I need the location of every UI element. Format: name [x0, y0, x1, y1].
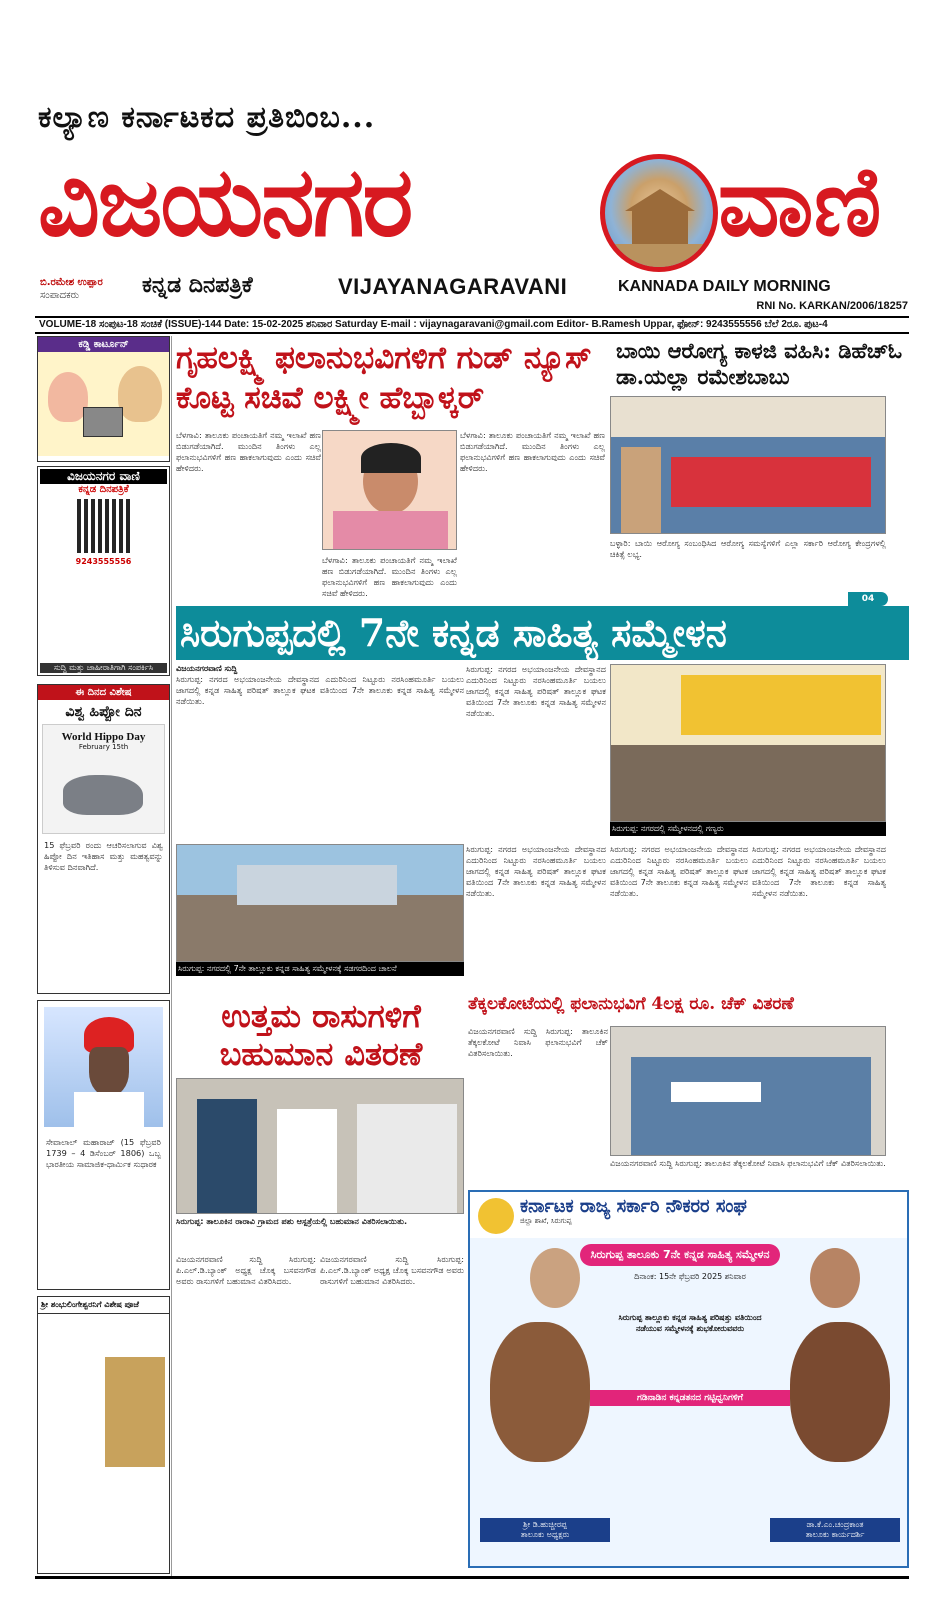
- story3-text: [176, 664, 464, 840]
- ad-person-1: ಶ್ರೀ ಡಿ.ಹುಚ್ಚೀರಪ್ಪ ತಾಲೂಕು ಅಧ್ಯಕ್ಷರು: [480, 1518, 610, 1542]
- story4-body-col2: ವಿಜಯನಗರವಾಣಿ ಸುದ್ದಿ ಸಿರುಗುಪ್ಪ: ಪಿ.ಎಲ್.ಡಿ.ಬ್ಯಾಂಕ್ ಅಧ್ಯಕ್ಷ ಚೊಕ್ಕ ಬಸವನಗೌಡ ಅವರು ರಾಸುಗಳಿಗೆ ಬಹುಮಾನ ವಿತರಿಸಿದರು.: [320, 1254, 464, 1286]
- ad-subtitle: ಜಿಲ್ಲಾ ಶಾಖೆ, ಸಿರುಗುಪ್ಪ: [520, 1217, 572, 1225]
- ad-portrait-2: [810, 1248, 860, 1308]
- lamp-lighting-photo: [176, 844, 464, 962]
- cartoon-heading: ಕಡ್ಡಿ ಕಾರ್ಟೂನ್: [38, 337, 169, 352]
- story4-body-col1: ವಿಜಯನಗರವಾಣಿ ಸುದ್ದಿ ಸಿರುಗುಪ್ಪ: ಪಿ.ಎಲ್.ಡಿ.ಬ್ಯಾಂಕ್ ಅಧ್ಯಕ್ಷ ಚೊಕ್ಕ ಬಸವನಗೌಡ ಅವರು ರಾಸುಗಳಿಗೆ ಬಹುಮಾನ ವಿತರಿಸಿದರು.: [176, 1254, 316, 1286]
- story5-headline[interactable]: ತೆಕ್ಕಲಕೋಟೆಯಲ್ಲಿ ಫಲಾನುಭವಿಗೆ 4ಲಕ್ಷ ರೂ. ಚೆಕ್ ವಿತರಣೆ: [468, 994, 794, 1014]
- promo-title: ವಿಜಯನಗರ ವಾಣಿ: [40, 469, 167, 484]
- qr-code[interactable]: [77, 499, 131, 553]
- sevalal-portrait: [44, 1007, 163, 1127]
- dental-event-photo: [610, 396, 886, 534]
- bottom-rule: [35, 1576, 909, 1579]
- tagline: ಕಲ್ಯಾಣ ಕರ್ನಾಟಕದ ಪ್ರತಿಬಿಂಬ...: [38, 100, 376, 135]
- ad-tagline: ಗಡಿನಾಡಿನ ಕನ್ನಡತನದ ಗಟ್ಟಿಧ್ವನಿಗಳಿಗೆ: [590, 1390, 790, 1406]
- subtitle-row: [38, 272, 908, 310]
- story3-byline: ವಿಜಯನಗರವಾಣಿ ಸುದ್ದಿ: [176, 664, 238, 673]
- kannada-daily: ಕನ್ನಡ ದಿನಪತ್ರಿಕೆ: [142, 272, 253, 298]
- union-advertisement[interactable]: [468, 1190, 909, 1568]
- promo-box: [37, 466, 170, 676]
- ad-date: ದಿನಾಂಕ: 15ನೇ ಫೆಬ್ರವರಿ 2025 ಶನಿವಾರ: [634, 1272, 746, 1281]
- hippo-date: February 15th: [78, 743, 129, 751]
- hampi-chariot-logo: [600, 154, 718, 272]
- jump-page: 04: [861, 594, 875, 604]
- hippo-text: 15 ಫೆಬ್ರವರಿ ರಂದು ಆಚರಿಸಲಾಗುವ ವಿಶ್ವ ಹಿಪ್ಪೋ ದಿನ ಇತಿಹಾಸ ಮತ್ತು ಮಹತ್ವವನ್ನು ತಿಳಿಸುವ ದಿನವಾಗಿದೆ.: [44, 840, 163, 872]
- promo-subtitle: ಕನ್ನಡ ದಿನಪತ್ರಿಕೆ: [78, 484, 129, 495]
- story3-caption: ಸಿರುಗುಪ್ಪ: ನಗರದಲ್ಲಿ 7ನೇ ತಾಲ್ಲೂಕು ಕನ್ನಡ ಸಾಹಿತ್ಯ ಸಮ್ಮೇಳನಕ್ಕೆ ಸಡಗರದಿಂದ ಚಾಲನೆ: [176, 962, 464, 976]
- story1-body-col2: ಬೆಳಗಾವಿ: ತಾಲೂಕು ಪಂಚಾಯತಿಗೆ ನಮ್ಮ ಇಲಾಖೆ ಹಣ ಬಿಡುಗಡೆಯಾಗಿದೆ. ಮುಂದಿನ ತಿಂಗಳು ಎಲ್ಲ ಫಲಾನುಭವಿಗಳಿಗೆ ಹಣ ಹಾಕಲಾಗುವುದು ಎಂದು ಸಚಿವೆ ಹೇಳಿದರು.: [460, 430, 605, 473]
- cattle-award-photo: [176, 1078, 464, 1214]
- minister-photo: [322, 430, 457, 550]
- sammelana-stage-photo: [610, 664, 886, 822]
- union-emblem-icon: [478, 1198, 514, 1234]
- hippo-title: World Hippo Day: [61, 731, 146, 743]
- story1-body-col1: ಬೆಳಗಾವಿ: ತಾಲೂಕು ಪಂಚಾಯತಿಗೆ ನಮ್ಮ ಇಲಾಖೆ ಹಣ ಬಿಡುಗಡೆಯಾಗಿದೆ. ಮುಂದಿನ ತಿಂಗಳು ಎಲ್ಲ ಫಲಾನುಭವಿಗಳಿಗೆ ಹಣ ಹಾಕಲಾಗುವುದು ಎಂದು ಸಚಿವೆ ಹೇಳಿದರು.: [176, 430, 321, 473]
- promo-phone: 9243555556: [75, 557, 132, 566]
- ad-portrait-1: [530, 1248, 580, 1308]
- ad-person-1-photo: [490, 1322, 590, 1462]
- story4-caption: ಸಿರುಗುಪ್ಪ: ತಾಲೂಕಿನ ರಾರಾವಿ ಗ್ರಾಮದ ಪಶು ಆಸ್ಪತ್ರೆಯಲ್ಲಿ ಬಹುಮಾನ ವಿತರಿಸಲಾಯಿತು.: [176, 1216, 408, 1226]
- rni-number: RNI No. KARKAN/2006/18257: [756, 300, 908, 312]
- hippo-image: [42, 724, 165, 834]
- ad-person-2: ಡಾ.ಕೆ.ಎಂ.ಚಂದ್ರಕಾಂತ ತಾಲೂಕು ಕಾರ್ಯದರ್ಶಿ: [770, 1518, 900, 1542]
- special-day-box: [37, 684, 170, 994]
- ad-person-2-photo: [790, 1322, 890, 1462]
- story2-body: ಬಳ್ಳಾರಿ: ಬಾಯಿ ಆರೋಗ್ಯ ಸಂಬಂಧಿಸಿದ ಆರೋಗ್ಯ ಸಮಸ್ಯೆಗಳಿಗೆ ಎಲ್ಲಾ ಸರ್ಕಾರಿ ಆರೋಗ್ಯ ಕೇಂದ್ರಗಳಲ್ಲಿ ಚಿಕಿತ್ಸೆ ಲಭ್ಯ.: [610, 538, 886, 559]
- special-title: ವಿಶ್ವ ಹಿಪ್ಪೋ ದಿನ: [65, 704, 142, 720]
- ad-message: ಸಿರುಗುಪ್ಪ ತಾಲ್ಲೂಕು ಕನ್ನಡ ಸಾಹಿತ್ಯ ಪರಿಷತ್ತು ವತಿಯಿಂದ ನಡೆಯುವ ಸಮ್ಮೇಳನಕ್ಕೆ ಶುಭಕೋರುವವರು: [618, 1313, 762, 1333]
- special-heading: ಈ ದಿನದ ವಿಶೇಷ: [38, 685, 169, 700]
- story3-body: ಸಿರುಗುಪ್ಪ: ನಗರದ ಅಭಯಾಂಜನೇಯ ದೇವಸ್ಥಾನದ ಎದುರಿನಿಂದ ನಿಟ್ಟೂರು ನರಸಿಂಹಮೂರ್ತಿ ಬಯಲು ಜಾಗದಲ್ಲಿ ಕನ್ನಡ ಸಾಹಿತ್ಯ ಪರಿಷತ್ ತಾಲ್ಲೂಕ ಘಟಕ ವತಿಯಿಂದ 7ನೇ ತಾಲೂಕು ಕನ್ನಡ ಸಾಹಿತ್ಯ ಸಮ್ಮೇಳನ ನಡೆಯಿತು.: [176, 674, 464, 706]
- story3-caption2: ಸಿರುಗುಪ್ಪ: ನಗರದಲ್ಲಿ ಸಮ್ಮೇಳನದಲ್ಲಿ ಗಣ್ಯರು: [610, 822, 886, 836]
- story2-headline[interactable]: ಬಾಯಿ ಆರೋಗ್ಯ ಕಾಳಜಿ ವಹಿಸಿ: ಡಿಹೆಚ್‌ಓ ಡಾ.ಯಲ್ಲಾ ರಮೇಶಬಾಬು: [616, 338, 903, 389]
- story5-body-2: ವಿಜಯನಗರವಾಣಿ ಸುದ್ದಿ ಸಿರುಗುಪ್ಪ: ತಾಲೂಕಿನ ತೆಕ್ಕಲಕೋಟೆ ನಿವಾಸಿ ಫಲಾನುಭವಿಗೆ ಚೆಕ್ ವಿತರಿಸಲಾಯಿತು.: [610, 1158, 886, 1168]
- english-title: VIJAYANAGARAVANI: [338, 274, 568, 299]
- story3-body-col2: ಸಿರುಗುಪ್ಪ: ನಗರದ ಅಭಯಾಂಜನೇಯ ದೇವಸ್ಥಾನದ ಎದುರಿನಿಂದ ನಿಟ್ಟೂರು ನರಸಿಂಹಮೂರ್ತಿ ಬಯಲು ಜಾಗದಲ್ಲಿ ಕನ್ನಡ ಸಾಹಿತ್ಯ ಪರಿಷತ್ ತಾಲ್ಲೂಕ ಘಟಕ ವತಿಯಿಂದ 7ನೇ ತಾಲೂಕು ಕನ್ನಡ ಸಾಹಿತ್ಯ ಸಮ್ಮೇಳನ ನಡೆಯಿತು.: [466, 664, 606, 718]
- left-column: [35, 336, 172, 1576]
- masthead-title-left: ವಿಜಯನಗರ: [38, 145, 412, 258]
- ad-title: ಕರ್ನಾಟಕ ರಾಜ್ಯ ಸರ್ಕಾರಿ ನೌಕರರ ಸಂಘ: [520, 1196, 747, 1217]
- story1-body-col3: ಬೆಳಗಾವಿ: ತಾಲೂಕು ಪಂಚಾಯತಿಗೆ ನಮ್ಮ ಇಲಾಖೆ ಹಣ ಬಿಡುಗಡೆಯಾಗಿದೆ. ಮುಂದಿನ ತಿಂಗಳು ಎಲ್ಲ ಫಲಾನುಭವಿಗಳಿಗೆ ಹಣ ಹಾಕಲಾಗುವುದು ಎಂದು ಸಚಿವೆ ಹೇಳಿದರು.: [322, 555, 457, 598]
- jump-arrow[interactable]: [848, 592, 888, 606]
- cartoon-box: [37, 336, 170, 462]
- story3-body-col5: ಸಿರುಗುಪ್ಪ: ನಗರದ ಅಭಯಾಂಜನೇಯ ದೇವಸ್ಥಾನದ ಎದುರಿನಿಂದ ನಿಟ್ಟೂರು ನರಸಿಂಹಮೂರ್ತಿ ಬಯಲು ಜಾಗದಲ್ಲಿ ಕನ್ನಡ ಸಾಹಿತ್ಯ ಪರಿಷತ್ ತಾಲ್ಲೂಕ ಘಟಕ ವತಿಯಿಂದ 7ನೇ ತಾಲೂಕು ಕನ್ನಡ ಸಾಹಿತ್ಯ ಸಮ್ಮೇಳನ ನಡೆಯಿತು.: [752, 844, 886, 898]
- ad-banner: ಸಿರುಗುಪ್ಪ ತಾಲೂಕು 7ನೇ ಕನ್ನಡ ಸಾಹಿತ್ಯ ಸಮ್ಮೇಳನ: [580, 1244, 780, 1266]
- story3-body-col4: ಸಿರುಗುಪ್ಪ: ನಗರದ ಅಭಯಾಂಜನೇಯ ದೇವಸ್ಥಾನದ ಎದುರಿನಿಂದ ನಿಟ್ಟೂರು ನರಸಿಂಹಮೂರ್ತಿ ಬಯಲು ಜಾಗದಲ್ಲಿ ಕನ್ನಡ ಸಾಹಿತ್ಯ ಪರಿಷತ್ ತಾಲ್ಲೂಕ ಘಟಕ ವತಿಯಿಂದ 7ನೇ ತಾಲೂಕು ಕನ್ನಡ ಸಾಹಿತ್ಯ ಸಮ್ಮೇಳನ ನಡೆಯಿತು.: [610, 844, 748, 898]
- shambhu-heading: ಶ್ರೀ ಶಂಭುಲಿಂಗೇಶ್ವರನಿಗೆ ವಿಶೇಷ ಪೂಜೆ: [38, 1297, 169, 1314]
- sevalal-box: [37, 1000, 170, 1290]
- sevalal-text: ಸೇವಾಲಾಲ್ ಮಹಾರಾಜ್ (15 ಫೆಬ್ರವರಿ 1739 – 4 ಡಿಸೆಂಬರ್ 1806) ಒಬ್ಬ ಭಾರತೀಯ ಸಾಮಾಜಿಕ-ಧಾರ್ಮಿಕ ಸುಧಾರಕ: [46, 1137, 161, 1169]
- shambhu-photo: [105, 1357, 165, 1467]
- cartoon-image: [38, 352, 169, 456]
- editor-credit: ಬಿ.ರಮೇಶ ಉಪ್ಪಾರ ಸಂಪಾದಕರು: [40, 277, 103, 301]
- cheque-photo: [610, 1026, 886, 1156]
- story4-headline[interactable]: ಉತ್ತಮ ರಾಸುಗಳಿಗೆ ಬಹುಮಾನ ವಿತರಣೆ: [219, 997, 423, 1073]
- story5-body: ವಿಜಯನಗರವಾಣಿ ಸುದ್ದಿ ಸಿರುಗುಪ್ಪ: ತಾಲೂಕಿನ ತೆಕ್ಕಲಕೋಟೆ ನಿವಾಸಿ ಫಲಾನುಭವಿಗೆ ಚೆಕ್ ವಿತರಿಸಲಾಯಿತು.: [468, 1026, 608, 1058]
- story1-headline[interactable]: ಗೃಹಲಕ್ಷ್ಮಿ ಫಲಾನುಭವಿಗಳಿಗೆ ಗುಡ್ ನ್ಯೂಸ್ ಕೊಟ್ಟ ಸಚಿವೆ ಲಕ್ಷ್ಮೀ ಹೆಬ್ಬಾಳ್ಕರ್: [176, 340, 592, 416]
- sammelana-banner[interactable]: ಸಿರುಗುಪ್ಪದಲ್ಲಿ 7ನೇ ಕನ್ನಡ ಸಾಹಿತ್ಯ ಸಮ್ಮೇಳನ: [176, 606, 909, 660]
- english-tagline: KANNADA DAILY MORNING: [618, 278, 831, 295]
- issue-info-bar: VOLUME-18 ಸಂಪುಟ-18 ಸಂಚಿಕೆ (ISSUE)-144 Date: 15-02-2025 ಶನಿವಾರ Saturday E-mail : vijaynagaravani@gmail.com Editor- B.Ramesh Uppar, ಫೋನ್: 9243555556 ಬೆಲೆ 2ರೂ. ಪುಟ-4: [35, 316, 909, 334]
- masthead-title-right: ವಾಣಿ: [718, 145, 882, 258]
- masthead: [38, 145, 908, 268]
- story3-body-col3: ಸಿರುಗುಪ್ಪ: ನಗರದ ಅಭಯಾಂಜನೇಯ ದೇವಸ್ಥಾನದ ಎದುರಿನಿಂದ ನಿಟ್ಟೂರು ನರಸಿಂಹಮೂರ್ತಿ ಬಯಲು ಜಾಗದಲ್ಲಿ ಕನ್ನಡ ಸಾಹಿತ್ಯ ಪರಿಷತ್ ತಾಲ್ಲೂಕ ಘಟಕ ವತಿಯಿಂದ 7ನೇ ತಾಲೂಕು ಕನ್ನಡ ಸಾಹಿತ್ಯ ಸಮ್ಮೇಳನ ನಡೆಯಿತು.: [466, 844, 606, 898]
- ad-header: [470, 1192, 907, 1238]
- shambhu-box: [37, 1296, 170, 1574]
- promo-footer: ಸುದ್ದಿ ಮತ್ತು ಜಾಹೀರಾತಿಗಾಗಿ ಸಂಪರ್ಕಿಸಿ: [40, 663, 167, 673]
